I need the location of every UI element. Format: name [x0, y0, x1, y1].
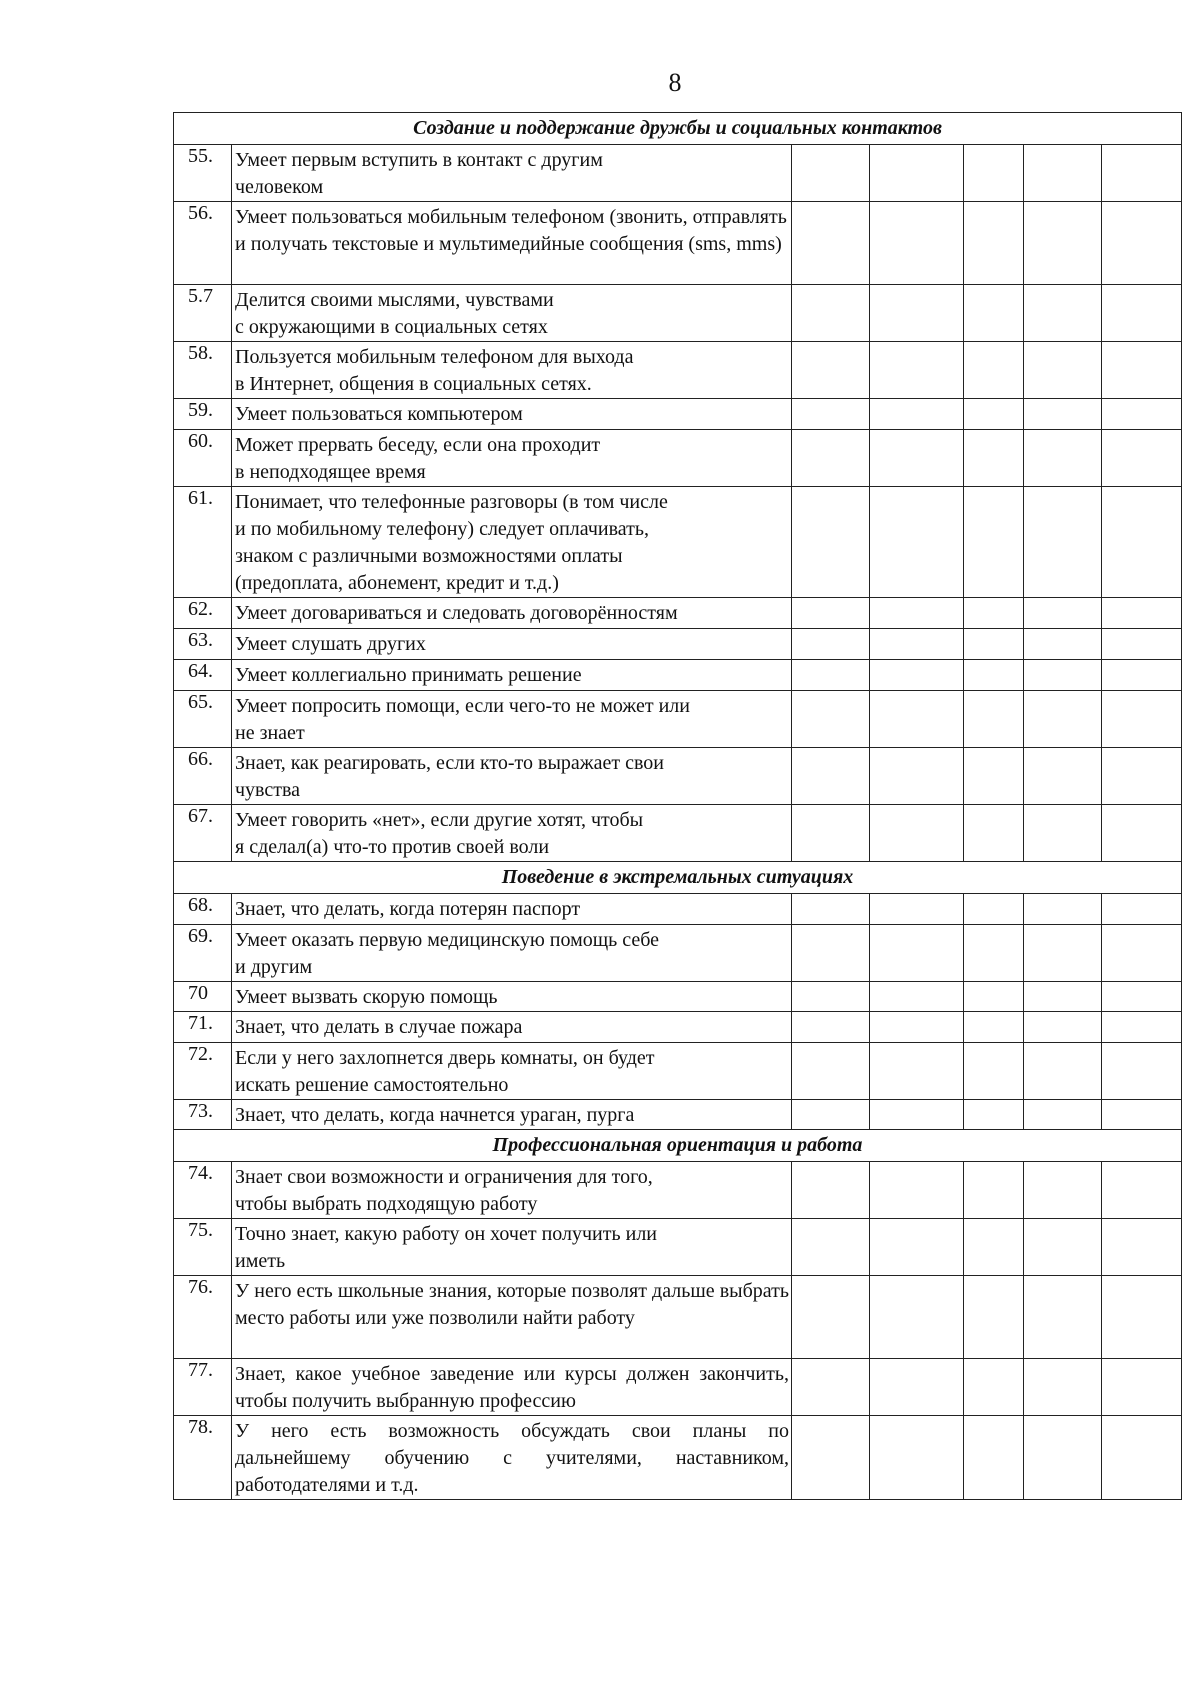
rating-cell[interactable] — [1102, 1162, 1182, 1219]
rating-cell[interactable] — [964, 894, 1024, 925]
table-row — [174, 748, 1182, 805]
rating-cell[interactable] — [964, 145, 1024, 202]
item-text: Умеет пользоваться компьютером — [232, 399, 792, 430]
rating-cell[interactable] — [792, 1100, 870, 1130]
rating-cell[interactable] — [1102, 691, 1182, 748]
table-row — [174, 202, 1182, 285]
rating-cell[interactable] — [1102, 598, 1182, 629]
rating-cell[interactable] — [870, 1219, 964, 1276]
rating-cell[interactable] — [792, 748, 870, 805]
rating-cell[interactable] — [964, 342, 1024, 399]
rating-cell[interactable] — [870, 805, 964, 862]
rating-cell[interactable] — [964, 1012, 1024, 1043]
rating-cell[interactable] — [964, 285, 1024, 342]
rating-cell[interactable] — [870, 430, 964, 487]
item-number: 65. — [174, 691, 232, 748]
rating-cell[interactable] — [1024, 805, 1102, 862]
item-text: Если у него захлопнется дверь комнаты, он будет искать решение самостоятельно — [232, 1043, 792, 1100]
rating-cell[interactable] — [1102, 202, 1182, 285]
table-row — [174, 894, 1182, 925]
rating-cell[interactable] — [1102, 285, 1182, 342]
rating-cell[interactable] — [964, 982, 1024, 1012]
section-header-row — [174, 113, 1182, 145]
rating-cell[interactable] — [792, 145, 870, 202]
rating-cell[interactable] — [1102, 1012, 1182, 1043]
table-row — [174, 1100, 1182, 1130]
rating-cell[interactable] — [1024, 1100, 1102, 1130]
rating-cell[interactable] — [792, 925, 870, 982]
section-header-row — [174, 1130, 1182, 1162]
rating-cell[interactable] — [870, 598, 964, 629]
table-row — [174, 342, 1182, 399]
rating-cell[interactable] — [1102, 1359, 1182, 1416]
rating-cell[interactable] — [964, 1276, 1024, 1359]
item-text: У него есть школьные знания, которые позволят дальше выбрать место работы или уже позволили найти работу — [232, 1276, 792, 1359]
item-number: 59. — [174, 399, 232, 430]
item-number: 67. — [174, 805, 232, 862]
item-text: Умеет оказать первую медицинскую помощь себе и другим — [232, 925, 792, 982]
rating-cell[interactable] — [1024, 1219, 1102, 1276]
rating-cell[interactable] — [964, 925, 1024, 982]
rating-cell[interactable] — [964, 1416, 1024, 1500]
table-row — [174, 1416, 1182, 1500]
item-number: 61. — [174, 487, 232, 598]
rating-cell[interactable] — [792, 430, 870, 487]
rating-cell[interactable] — [964, 1359, 1024, 1416]
rating-cell[interactable] — [964, 748, 1024, 805]
item-number: 71. — [174, 1012, 232, 1043]
rating-cell[interactable] — [1102, 1276, 1182, 1359]
rating-cell[interactable] — [1024, 691, 1102, 748]
table-row — [174, 691, 1182, 748]
item-number: 63. — [174, 629, 232, 660]
rating-cell[interactable] — [964, 629, 1024, 660]
rating-cell[interactable] — [1024, 399, 1102, 430]
rating-cell[interactable] — [792, 1219, 870, 1276]
item-text: Умеет пользоваться мобильным телефоном (звонить, отправлять и получать текстовые и мультимедийные сообщения (sms, mms) — [232, 202, 792, 285]
rating-cell[interactable] — [1024, 202, 1102, 285]
item-text: Точно знает, какую работу он хочет получить или иметь — [232, 1219, 792, 1276]
item-text: Умеет слушать других — [232, 629, 792, 660]
item-text: Знает, какое учебное заведение или курсы должен закончить, чтобы получить выбранную профессию — [232, 1359, 792, 1416]
rating-cell[interactable] — [792, 982, 870, 1012]
rating-cell[interactable] — [870, 691, 964, 748]
table-row — [174, 285, 1182, 342]
rating-cell[interactable] — [870, 202, 964, 285]
rating-cell[interactable] — [964, 202, 1024, 285]
table-row — [174, 660, 1182, 691]
rating-cell[interactable] — [870, 399, 964, 430]
section-title: Поведение в экстремальных ситуациях — [174, 862, 1182, 894]
rating-cell[interactable] — [870, 1100, 964, 1130]
rating-cell[interactable] — [1102, 342, 1182, 399]
rating-cell[interactable] — [792, 598, 870, 629]
rating-cell[interactable] — [1102, 145, 1182, 202]
rating-cell[interactable] — [870, 748, 964, 805]
table-row — [174, 629, 1182, 660]
item-number: 64. — [174, 660, 232, 691]
page-number: 8 — [668, 68, 682, 97]
item-text: Понимает, что телефонные разговоры (в том числе и по мобильному телефону) следует оплачивать, знаком с различными возможностями оплаты (предоплата, абонемент, кредит и т.д.) — [232, 487, 792, 598]
rating-cell[interactable] — [1102, 660, 1182, 691]
rating-cell[interactable] — [964, 1043, 1024, 1100]
rating-cell[interactable] — [1024, 1043, 1102, 1100]
rating-cell[interactable] — [870, 487, 964, 598]
item-number: 74. — [174, 1162, 232, 1219]
rating-cell[interactable] — [1024, 982, 1102, 1012]
section-title: Профессиональная ориентация и работа — [174, 1130, 1182, 1162]
rating-cell[interactable] — [1024, 660, 1102, 691]
rating-cell[interactable] — [870, 1162, 964, 1219]
item-number: 5.7 — [174, 285, 232, 342]
rating-cell[interactable] — [964, 691, 1024, 748]
rating-cell[interactable] — [1102, 399, 1182, 430]
rating-cell[interactable] — [1024, 629, 1102, 660]
rating-cell[interactable] — [870, 629, 964, 660]
item-number: 68. — [174, 894, 232, 925]
item-text: Знает, что делать, когда потерян паспорт — [232, 894, 792, 925]
table-row — [174, 805, 1182, 862]
item-number: 76. — [174, 1276, 232, 1359]
item-number: 72. — [174, 1043, 232, 1100]
item-number: 77. — [174, 1359, 232, 1416]
rating-cell[interactable] — [792, 805, 870, 862]
rating-cell[interactable] — [964, 399, 1024, 430]
rating-cell[interactable] — [870, 1012, 964, 1043]
table-row — [174, 399, 1182, 430]
rating-cell[interactable] — [1102, 487, 1182, 598]
rating-cell[interactable] — [1102, 982, 1182, 1012]
table-row — [174, 487, 1182, 598]
rating-cell[interactable] — [1024, 598, 1102, 629]
rating-cell[interactable] — [870, 1043, 964, 1100]
table-row — [174, 1276, 1182, 1359]
rating-cell[interactable] — [792, 660, 870, 691]
item-text: Пользуется мобильным телефоном для выхода в Интернет, общения в социальных сетях. — [232, 342, 792, 399]
rating-cell[interactable] — [792, 894, 870, 925]
rating-cell[interactable] — [1102, 1219, 1182, 1276]
rating-cell[interactable] — [1102, 1100, 1182, 1130]
item-text: Умеет говорить «нет», если другие хотят, чтобы я сделал(а) что-то против своей воли — [232, 805, 792, 862]
rating-cell[interactable] — [1024, 145, 1102, 202]
item-text: Умеет вызвать скорую помощь — [232, 982, 792, 1012]
rating-cell[interactable] — [1102, 894, 1182, 925]
skills-table — [173, 112, 1182, 1500]
item-text: Знает, что делать в случае пожара — [232, 1012, 792, 1043]
rating-cell[interactable] — [792, 1359, 870, 1416]
rating-cell[interactable] — [870, 1416, 964, 1500]
rating-cell[interactable] — [792, 342, 870, 399]
rating-cell[interactable] — [792, 1276, 870, 1359]
rating-cell[interactable] — [964, 1219, 1024, 1276]
rating-cell[interactable] — [870, 285, 964, 342]
rating-cell[interactable] — [792, 202, 870, 285]
item-text: Знает свои возможности и ограничения для того, чтобы выбрать подходящую работу — [232, 1162, 792, 1219]
rating-cell[interactable] — [1102, 925, 1182, 982]
item-number: 58. — [174, 342, 232, 399]
rating-cell[interactable] — [1024, 1416, 1102, 1500]
rating-cell[interactable] — [1024, 487, 1102, 598]
item-number: 66. — [174, 748, 232, 805]
rating-cell[interactable] — [964, 598, 1024, 629]
rating-cell[interactable] — [1024, 430, 1102, 487]
rating-cell[interactable] — [1024, 285, 1102, 342]
item-number: 75. — [174, 1219, 232, 1276]
rating-cell[interactable] — [1102, 748, 1182, 805]
rating-cell[interactable] — [964, 660, 1024, 691]
table-row — [174, 430, 1182, 487]
rating-cell[interactable] — [1024, 925, 1102, 982]
section-header-row — [174, 862, 1182, 894]
table-row — [174, 982, 1182, 1012]
item-number: 55. — [174, 145, 232, 202]
rating-cell[interactable] — [1102, 805, 1182, 862]
item-text: У него есть возможность обсуждать свои планы по дальнейшему обучению с учителями, наставником, работодателями и т.д. — [232, 1416, 792, 1500]
item-number: 69. — [174, 925, 232, 982]
rating-cell[interactable] — [1102, 629, 1182, 660]
rating-cell[interactable] — [964, 487, 1024, 598]
rating-cell[interactable] — [1024, 342, 1102, 399]
rating-cell[interactable] — [792, 1043, 870, 1100]
rating-cell[interactable] — [1024, 894, 1102, 925]
item-text: Умеет попросить помощи, если чего-то не может или не знает — [232, 691, 792, 748]
item-number: 62. — [174, 598, 232, 629]
table-row — [174, 1043, 1182, 1100]
rating-cell[interactable] — [964, 1100, 1024, 1130]
rating-cell[interactable] — [1102, 1043, 1182, 1100]
rating-cell[interactable] — [870, 660, 964, 691]
rating-cell[interactable] — [1024, 748, 1102, 805]
table-row — [174, 598, 1182, 629]
item-number: 78. — [174, 1416, 232, 1500]
rating-cell[interactable] — [1024, 1359, 1102, 1416]
rating-cell[interactable] — [870, 1359, 964, 1416]
rating-cell[interactable] — [1024, 1162, 1102, 1219]
table-row — [174, 1162, 1182, 1219]
rating-cell[interactable] — [870, 982, 964, 1012]
item-text: Умеет первым вступить в контакт с другим человеком — [232, 145, 792, 202]
rating-cell[interactable] — [792, 1162, 870, 1219]
rating-cell[interactable] — [792, 629, 870, 660]
item-text: Умеет договариваться и следовать договорённостям — [232, 598, 792, 629]
rating-cell[interactable] — [1102, 1416, 1182, 1500]
item-text: Умеет коллегиально принимать решение — [232, 660, 792, 691]
table-row — [174, 1012, 1182, 1043]
item-text: Может прервать беседу, если она проходит в неподходящее время — [232, 430, 792, 487]
item-number: 73. — [174, 1100, 232, 1130]
rating-cell[interactable] — [1024, 1012, 1102, 1043]
rating-cell[interactable] — [964, 1162, 1024, 1219]
item-number: 70 — [174, 982, 232, 1012]
item-text: Знает, что делать, когда начнется ураган, пурга — [232, 1100, 792, 1130]
rating-cell[interactable] — [792, 399, 870, 430]
section-title: Создание и поддержание дружбы и социальных контактов — [174, 113, 1182, 145]
rating-cell[interactable] — [792, 285, 870, 342]
item-text: Знает, как реагировать, если кто-то выражает свои чувства — [232, 748, 792, 805]
rating-cell[interactable] — [792, 691, 870, 748]
rating-cell[interactable] — [870, 1276, 964, 1359]
item-number: 60. — [174, 430, 232, 487]
rating-cell[interactable] — [792, 1416, 870, 1500]
item-number: 56. — [174, 202, 232, 285]
rating-cell[interactable] — [1024, 1276, 1102, 1359]
table-row — [174, 925, 1182, 982]
table-row — [174, 1219, 1182, 1276]
rating-cell[interactable] — [964, 805, 1024, 862]
rating-cell[interactable] — [870, 145, 964, 202]
rating-cell[interactable] — [1102, 430, 1182, 487]
rating-cell[interactable] — [964, 430, 1024, 487]
rating-cell[interactable] — [870, 925, 964, 982]
rating-cell[interactable] — [792, 1012, 870, 1043]
table-row — [174, 1359, 1182, 1416]
rating-cell[interactable] — [870, 894, 964, 925]
item-text: Делится своими мыслями, чувствами с окружающими в социальных сетях — [232, 285, 792, 342]
table-row — [174, 145, 1182, 202]
rating-cell[interactable] — [870, 342, 964, 399]
rating-cell[interactable] — [792, 487, 870, 598]
